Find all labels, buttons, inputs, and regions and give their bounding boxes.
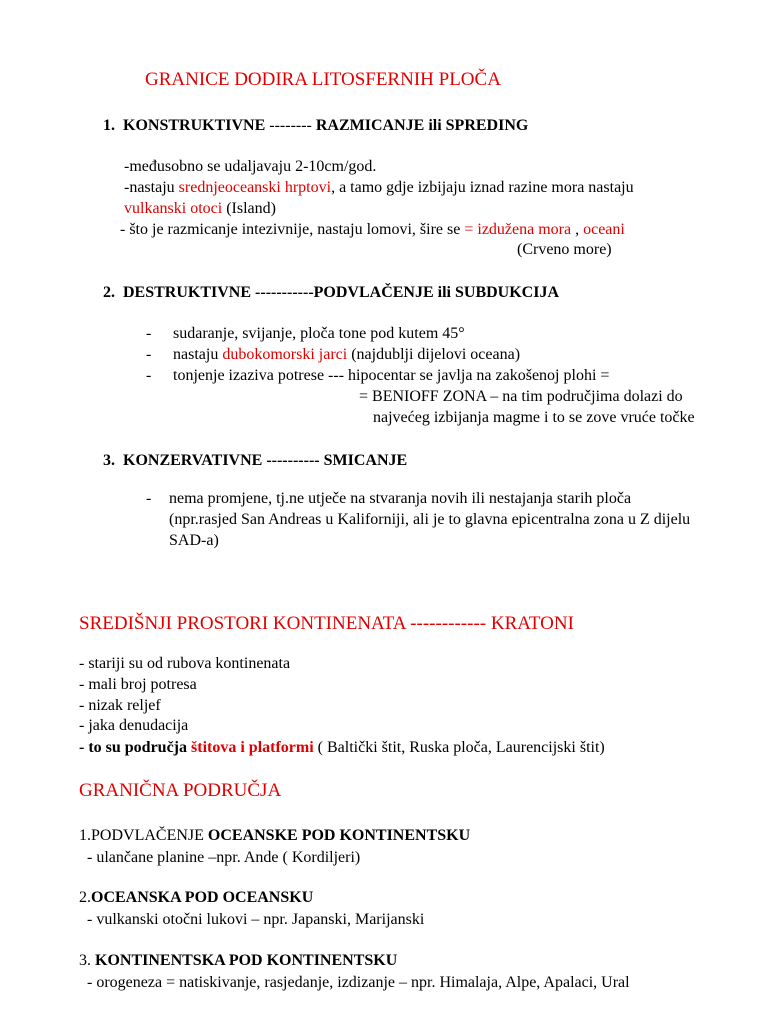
s1-line-3 [124, 199, 276, 219]
granicna-item-1-sub: - ulančane planine –npr. Ande ( Kordiljeri) [87, 849, 361, 866]
kratoni-i5-red: štitova i platformi [191, 739, 314, 756]
section-1-number: 1. [103, 117, 115, 134]
section-2-title: DESTRUKTIVNE -----------PODVLAČENJE ili SUBDUKCIJA [123, 284, 559, 301]
section-1-dashes: -------- [265, 117, 316, 134]
g3-pre: 3. [79, 952, 95, 969]
s2-line-5: najvećeg izbijanja magme i to se zove vruće točke [373, 409, 695, 426]
s2-bullet-dash: - [146, 367, 152, 384]
s2-bullet-3: tonjenje izaziva potrese --- hipocentar se javlja na zakošenoj plohi = [173, 367, 610, 384]
section-1-title-b: RAZMICANJE ili SPREDING [315, 117, 529, 134]
s1-l4-red2: oceani [583, 221, 625, 238]
granicna-item-2 [79, 888, 313, 908]
section-3-heading [103, 451, 407, 471]
granicna-heading: GRANIČNA PODRUČJA [79, 780, 282, 801]
s1-l4-pre: - što je razmicanje intezivnije, nastaju lomovi, šire se [120, 221, 465, 238]
s1-line-4 [120, 220, 625, 240]
granicna-item-3-sub: - orogeneza = natiskivanje, rasjedanje, izdizanje – npr. Himalaja, Alpe, Apalaci, Ural [87, 974, 630, 991]
kratoni-heading: SREDIŠNJI PROSTORI KONTINENATA ------------ KRATONI [79, 613, 574, 634]
section-1-heading [103, 116, 528, 136]
kratoni-item-2: - mali broj potresa [79, 676, 197, 693]
s1-l2-red: srednjeoceanski hrptovi [178, 179, 332, 196]
section-1-title-a: KONSTRUKTIVNE [123, 117, 266, 134]
s2-bullet-dash: - [146, 346, 152, 363]
g2-bold: OCEANSKA POD OCEANSKU [91, 889, 314, 906]
granicna-item-1 [79, 826, 470, 846]
s3-bullet-1: nema promjene, tj.ne utječe na stvaranja novih ili nestajanja starih ploča [169, 490, 632, 507]
s1-l2-pre: -nastaju [124, 179, 179, 196]
s1-line-1: -međusobno se udaljavaju 2-10cm/god. [124, 158, 377, 175]
s3-bullet-dash: - [146, 490, 152, 507]
kratoni-item-3: - nizak reljef [79, 697, 161, 714]
section-3-number: 3. [103, 452, 115, 469]
s2-b2-red: dubokomorski jarci [222, 346, 348, 363]
g1-bold: OCEANSKE POD KONTINENTSKU [207, 827, 471, 844]
kratoni-item-1: - stariji su od rubova kontinenata [79, 655, 291, 672]
s2-bullet-1: sudaranje, svijanje, ploča tone pod kutem 45° [173, 325, 465, 342]
s1-line-5: (Crveno more) [517, 241, 612, 258]
s1-l2-post: , a tamo gdje izbijaju iznad razine mora nastaju [331, 179, 634, 196]
s3-line-3: SAD-a) [169, 532, 219, 549]
g1-pre: 1.PODVLAČENJE [79, 827, 208, 844]
s1-l3-post: (Island) [222, 200, 276, 217]
section-2-number: 2. [103, 284, 115, 301]
s2-bullet-dash: - [146, 325, 152, 342]
kratoni-i5-pre: - to su područja [79, 739, 192, 756]
g3-bold: KONTINENTSKA POD KONTINENTSKU [95, 952, 398, 969]
s2-line-4: = BENIOFF ZONA – na tim područjima dolazi do [359, 388, 683, 405]
s2-b2-post: (najdublji dijelovi oceana) [347, 346, 521, 363]
s1-l3-red: vulkanski otoci [124, 200, 223, 217]
kratoni-item-5 [79, 738, 605, 758]
kratoni-i5-post: ( Baltički štit, Ruska ploča, Laurencijski štit) [313, 739, 605, 756]
granicna-item-2-sub: - vulkanski otočni lukovi – npr. Japanski, Marijanski [87, 911, 425, 928]
s2-b2-pre: nastaju [173, 346, 223, 363]
s2-bullet-2 [173, 345, 520, 365]
s1-line-2 [124, 178, 634, 198]
s3-line-2: (npr.rasjed San Andreas u Kaliforniji, ali je to glavna epicentralna zona u Z dijelu [169, 511, 691, 528]
s1-l4-mid: , [571, 221, 584, 238]
section-3-title: KONZERVATIVNE ---------- SMICANJE [123, 452, 408, 469]
page-title: GRANICE DODIRA LITOSFERNIH PLOČA [145, 69, 501, 90]
section-2-heading [103, 283, 559, 303]
g2-pre: 2. [79, 889, 91, 906]
kratoni-item-4: - jaka denudacija [79, 717, 189, 734]
s1-l4-red1: = izdužena mora [464, 221, 572, 238]
granicna-item-3 [79, 951, 397, 971]
